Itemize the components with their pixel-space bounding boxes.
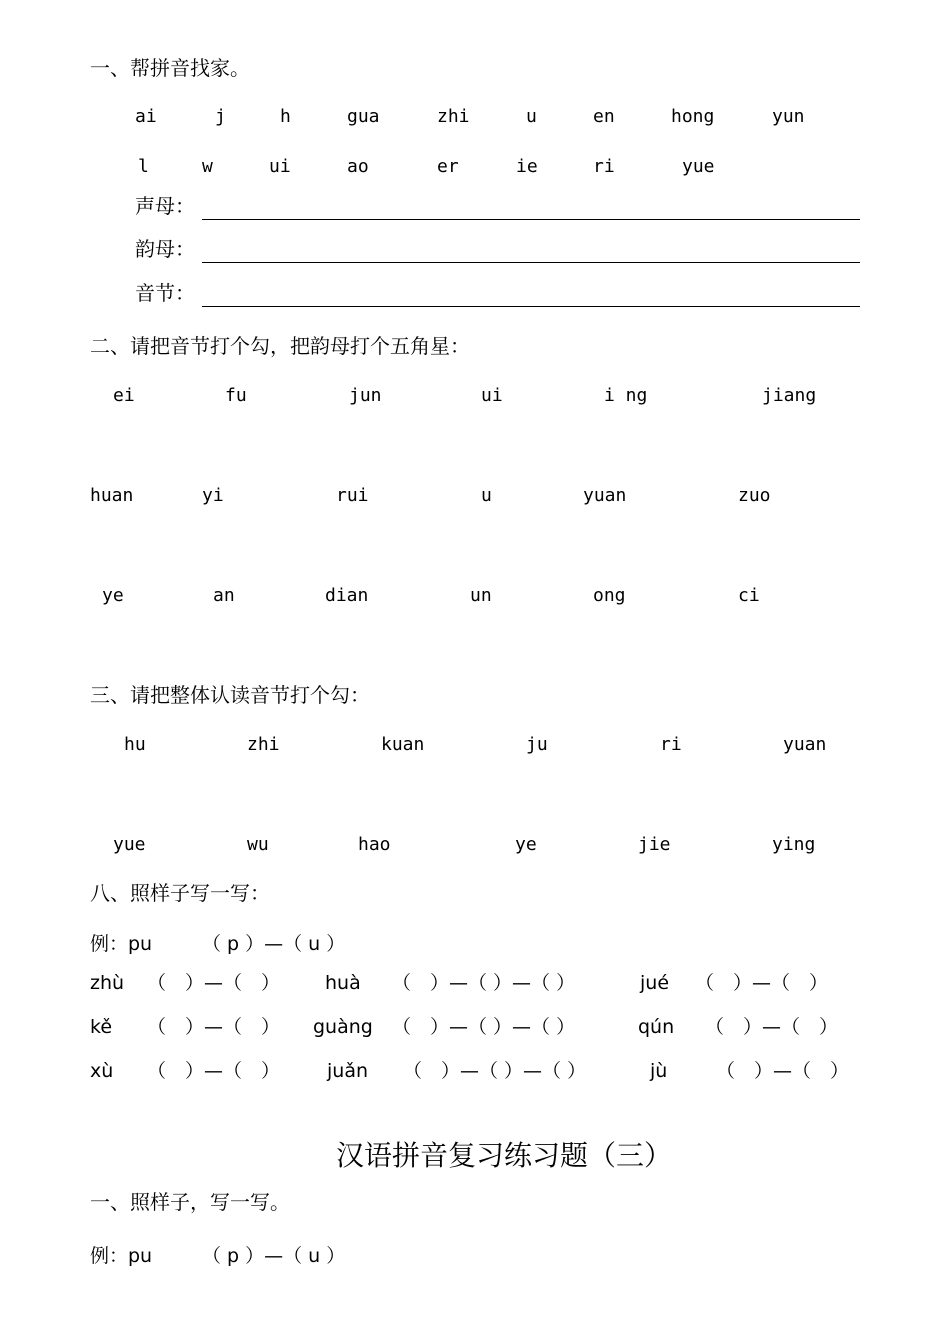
pinyin-item: hao [358,834,391,855]
example-label: 例：pu [90,1245,153,1267]
syllable: qún [638,1016,675,1038]
pinyin-item: zhi [437,106,470,127]
shengmu-answer-line[interactable] [202,219,860,220]
section8-heading: 八、照样子写一写： [90,881,270,905]
pinyin-item: rui [336,485,369,506]
pinyin-item: zuo [738,485,771,506]
pinyin-item: yuan [583,485,627,506]
section8-example [0,932,950,956]
pinyin-item: ui [269,156,291,177]
syllable: xù [90,1060,114,1082]
syllable: juǎn [327,1060,369,1082]
example-label: 例：pu [90,933,153,955]
pinyin-item: ei [113,385,135,406]
syllable: zhù [90,972,125,994]
section1-row2 [0,156,950,180]
pinyin-item: yi [202,485,224,506]
section2-row3 [0,585,950,609]
blanks[interactable]: （ ）—（ ） [147,1060,281,1082]
section3-row1 [0,734,950,758]
blanks[interactable]: （ ）—（ ） [147,972,281,994]
pinyin-item: wu [247,834,269,855]
yunmu-label: 韵母： [135,237,195,261]
part3-heading: 一、照样子，写一写。 [90,1190,290,1214]
section3-heading: 三、请把整体认读音节打个勾： [90,683,370,707]
pinyin-item: fu [225,385,247,406]
section8-row [0,971,950,995]
syllable: jué [640,972,670,994]
syllable: guàng [313,1016,373,1038]
pinyin-item: u [481,485,492,506]
pinyin-item: l [138,156,149,177]
yunmu-answer-line[interactable] [202,262,860,263]
pinyin-item: u [526,106,537,127]
blanks[interactable]: （ ）—（ ） [147,1016,281,1038]
pinyin-item: kuan [381,734,425,755]
blanks[interactable]: （ ）—（ ）—（ ） [403,1060,587,1082]
pinyin-item: yue [113,834,146,855]
blanks[interactable]: （ ）—（ ） [695,972,829,994]
blanks[interactable]: （ ）—（ ） [716,1060,850,1082]
section2-row1 [0,385,950,409]
pinyin-item: er [437,156,459,177]
page-title: 汉语拼音复习练习题（三） [336,1139,673,1172]
pinyin-item: hu [124,734,146,755]
pinyin-item: gua [347,106,380,127]
section8-row [0,1059,950,1083]
blanks[interactable]: （ ）—（ ） [705,1016,839,1038]
pinyin-item: ao [347,156,369,177]
example-answer: （ p ）—（ u ） [202,933,346,955]
section8-row [0,1015,950,1039]
pinyin-item: ju [526,734,548,755]
yinjie-label: 音节： [135,281,195,305]
pinyin-item: w [202,156,213,177]
syllable: kě [90,1016,113,1038]
pinyin-item: ye [515,834,537,855]
syllable: huà [325,972,361,994]
pinyin-item: ying [772,834,816,855]
pinyin-item: ai [135,106,157,127]
part3-example [0,1244,950,1268]
pinyin-item: jiang [762,385,817,406]
pinyin-item: ui [481,385,503,406]
pinyin-item: j [215,106,226,127]
pinyin-item: huan [90,485,134,506]
pinyin-item: ye [102,585,124,606]
pinyin-item: jun [349,385,382,406]
pinyin-item: yuan [783,734,827,755]
pinyin-item: yun [772,106,805,127]
pinyin-item: h [280,106,291,127]
syllable: jù [650,1060,668,1082]
pinyin-item: dian [325,585,369,606]
pinyin-item: en [593,106,615,127]
section1-row1 [0,106,950,130]
pinyin-item: i ng [604,385,648,406]
pinyin-item: hong [671,106,715,127]
section2-heading: 二、请把音节打个勾，把韵母打个五角星： [90,334,470,358]
section1-heading: 一、帮拼音找家。 [90,56,250,80]
pinyin-item: ri [660,734,682,755]
pinyin-item: ri [593,156,615,177]
pinyin-item: un [470,585,492,606]
pinyin-item: jie [638,834,671,855]
pinyin-item: an [213,585,235,606]
shengmu-label: 声母： [135,194,195,218]
blanks[interactable]: （ ）—（ ）—（ ） [392,972,576,994]
section3-row2 [0,834,950,858]
pinyin-item: ci [738,585,760,606]
pinyin-item: zhi [247,734,280,755]
section2-row2 [0,485,950,509]
blanks[interactable]: （ ）—（ ）—（ ） [392,1016,576,1038]
example-answer: （ p ）—（ u ） [202,1245,346,1267]
pinyin-item: ie [516,156,538,177]
yinjie-answer-line[interactable] [202,306,860,307]
pinyin-item: ong [593,585,626,606]
pinyin-item: yue [682,156,715,177]
